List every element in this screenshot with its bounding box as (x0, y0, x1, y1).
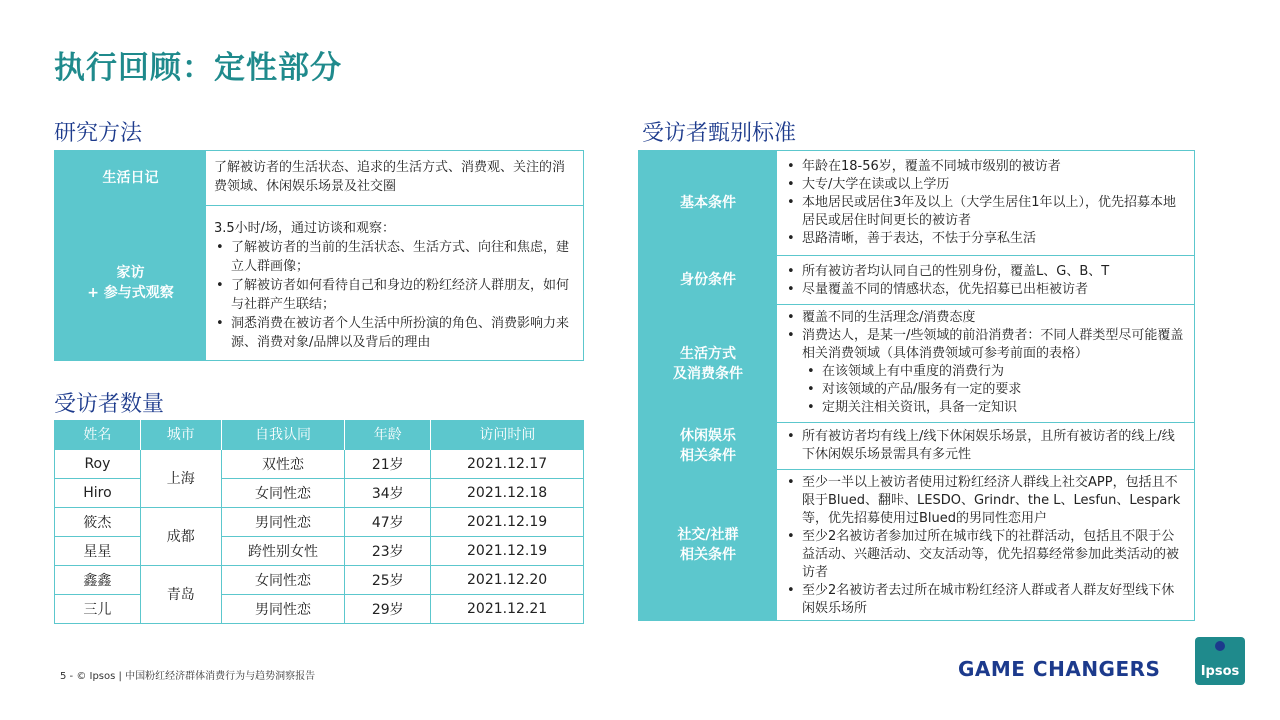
criteria-text-identity (777, 256, 1194, 304)
method-heading: 研究方法 (54, 121, 143, 146)
brand-tagline: GAME CHANGERS (958, 657, 1161, 681)
cell-city: 青岛 (140, 565, 221, 623)
criteria-text-leisure (777, 423, 1194, 469)
criteria-text-social (777, 470, 1194, 620)
cell-age: 29岁 (345, 594, 431, 623)
criteria-row-leisure (639, 422, 1194, 469)
criteria-label-identity: 身份条件 (639, 256, 777, 304)
criteria-label-leisure (639, 423, 777, 469)
method-visit-intro: 3.5小时/场，通过访谈和观察： (214, 221, 396, 236)
cell-date: 2021.12.20 (431, 565, 584, 594)
criteria-bullet: • 所有被访者均认同自己的性别身份，覆盖L、G、B、T (785, 263, 1186, 281)
criteria-bullet: • 至少一半以上被访者使用过粉红经济人群线上社交APP，包括且不限于Blued、翻咔、LESDO、Grindr、the L、Lesfun、Lespark等，优先招募使用过Blued的男同性恋用户 (785, 474, 1186, 528)
criteria-bullet: • 本地居民或居住3年及以上（大学生居住1年以上），优先招募本地居民或居住时间更长的被访者 (785, 194, 1186, 230)
cell-city: 成都 (140, 507, 221, 565)
criteria-text-basic (777, 151, 1194, 255)
cell-name: 三儿 (55, 594, 141, 623)
cell-name: 星星 (55, 536, 141, 565)
respondents-table (54, 420, 584, 624)
cell-identity: 跨性别女性 (221, 536, 345, 565)
cell-identity: 男同性恋 (221, 594, 345, 623)
method-table (54, 150, 584, 361)
cell-name: 鑫鑫 (55, 565, 141, 594)
criteria-bullet: • 消费达人，是某一/些领域的前沿消费者：不同人群类型尽可能覆盖相关消费领域（具体消费领域可参考前面的表格） (785, 327, 1186, 363)
criteria-label-basic: 基本条件 (639, 151, 777, 255)
method-row-visit (55, 205, 583, 360)
table-row (55, 565, 584, 594)
cell-name: Roy (55, 449, 141, 478)
criteria-heading: 受访者甄别标准 (642, 121, 797, 146)
respondents-heading: 受访者数量 (54, 392, 165, 417)
cell-date: 2021.12.19 (431, 536, 584, 565)
table-row (55, 536, 584, 565)
criteria-label-social-line2: 相关条件 (680, 547, 736, 563)
criteria-table (638, 150, 1195, 621)
method-visit-bullet: • 了解被访者的当前的生活状态、生活方式、向往和焦虑，建立人群画像； (214, 238, 575, 276)
ipsos-logo (1195, 637, 1245, 685)
criteria-sub-bullet: • 在该领域上有中重度的消费行为 (805, 363, 1186, 381)
cell-date: 2021.12.19 (431, 507, 584, 536)
header-city: 城市 (140, 420, 221, 449)
logo-text: Ipsos (1200, 664, 1240, 679)
cell-identity: 男同性恋 (221, 507, 345, 536)
criteria-text-lifestyle (777, 305, 1194, 422)
cell-age: 34岁 (345, 478, 431, 507)
cell-identity: 女同性恋 (221, 478, 345, 507)
criteria-label-social-line1: 社交/社群 (677, 527, 739, 543)
method-text-visit (206, 206, 583, 360)
criteria-sub-bullet: • 对该领域的产品/服务有一定的要求 (805, 381, 1186, 399)
criteria-label-leisure-line1: 休闲娱乐 (680, 428, 736, 444)
method-label-visit-line1: 家访 (116, 265, 145, 281)
method-visit-bullet: • 了解被访者如何看待自己和身边的粉红经济人群朋友，如何与社群产生联结； (214, 276, 575, 314)
header-age: 年龄 (345, 420, 431, 449)
respondents-header-row (55, 420, 584, 449)
footer-text: 5 - © Ipsos | 中国粉红经济群体消费行为与趋势洞察报告 (60, 671, 316, 682)
criteria-bullet: • 所有被访者均有线上/线下休闲娱乐场景，且所有被访者的线上/线下休闲娱乐场景需具有多元性 (785, 428, 1186, 464)
criteria-bullet: • 至少2名被访者参加过所在城市线下的社群活动，包括且不限于公益活动、兴趣活动、交友活动等，优先招募经常参加此类活动的被访者 (785, 528, 1186, 582)
cell-identity: 双性恋 (221, 449, 345, 478)
criteria-label-social (639, 470, 777, 620)
table-row (55, 507, 584, 536)
cell-date: 2021.12.21 (431, 594, 584, 623)
criteria-row-social (639, 469, 1194, 620)
criteria-bullet: • 思路清晰，善于表达，不怯于分享私生活 (785, 230, 1186, 248)
cell-city: 上海 (140, 449, 221, 507)
criteria-label-lifestyle (639, 305, 777, 422)
cell-name: 筱杰 (55, 507, 141, 536)
criteria-row-basic (639, 151, 1194, 255)
header-name: 姓名 (55, 420, 141, 449)
criteria-bullet: • 至少2名被访者去过所在城市粉红经济人群或者人群友好型线下休闲娱乐场所 (785, 582, 1186, 618)
method-visit-bullet: • 洞悉消费在被访者个人生活中所扮演的角色、消费影响力来源、消费对象/品牌以及背后的理由 (214, 314, 575, 352)
cell-age: 47岁 (345, 507, 431, 536)
cell-identity: 女同性恋 (221, 565, 345, 594)
cell-date: 2021.12.18 (431, 478, 584, 507)
header-identity: 自我认同 (221, 420, 345, 449)
table-row (55, 478, 584, 507)
criteria-row-identity (639, 255, 1194, 304)
page-title: 执行回顾：定性部分 (54, 50, 342, 86)
header-date: 访问时间 (431, 420, 584, 449)
criteria-bullet: • 大专/大学在读或以上学历 (785, 176, 1186, 194)
criteria-bullet: • 覆盖不同的生活理念/消费态度 (785, 309, 1186, 327)
criteria-bullet: • 尽量覆盖不同的情感状态，优先招募已出柜被访者 (785, 281, 1186, 299)
cell-age: 23岁 (345, 536, 431, 565)
criteria-label-leisure-line2: 相关条件 (680, 448, 736, 464)
cell-date: 2021.12.17 (431, 449, 584, 478)
criteria-bullet: • 年龄在18-56岁，覆盖不同城市级别的被访者 (785, 158, 1186, 176)
method-label-visit-line2: + 参与式观察 (87, 285, 174, 301)
cell-age: 25岁 (345, 565, 431, 594)
criteria-label-lifestyle-line2: 及消费条件 (673, 365, 743, 382)
method-text-diary: 了解被访者的生活状态、追求的生活方式、消费观、关注的消费领域、休闲娱乐场景及社交圈 (214, 160, 566, 194)
method-label-visit (55, 206, 206, 360)
criteria-row-lifestyle (639, 304, 1194, 422)
method-label-diary: 生活日记 (55, 151, 206, 205)
table-row (55, 594, 584, 623)
cell-name: Hiro (55, 478, 141, 507)
method-row-diary (55, 151, 583, 205)
criteria-sub-bullet: • 定期关注相关资讯，具备一定知识 (805, 399, 1186, 417)
criteria-label-lifestyle-line1: 生活方式 (680, 345, 736, 362)
cell-age: 21岁 (345, 449, 431, 478)
table-row (55, 449, 584, 478)
